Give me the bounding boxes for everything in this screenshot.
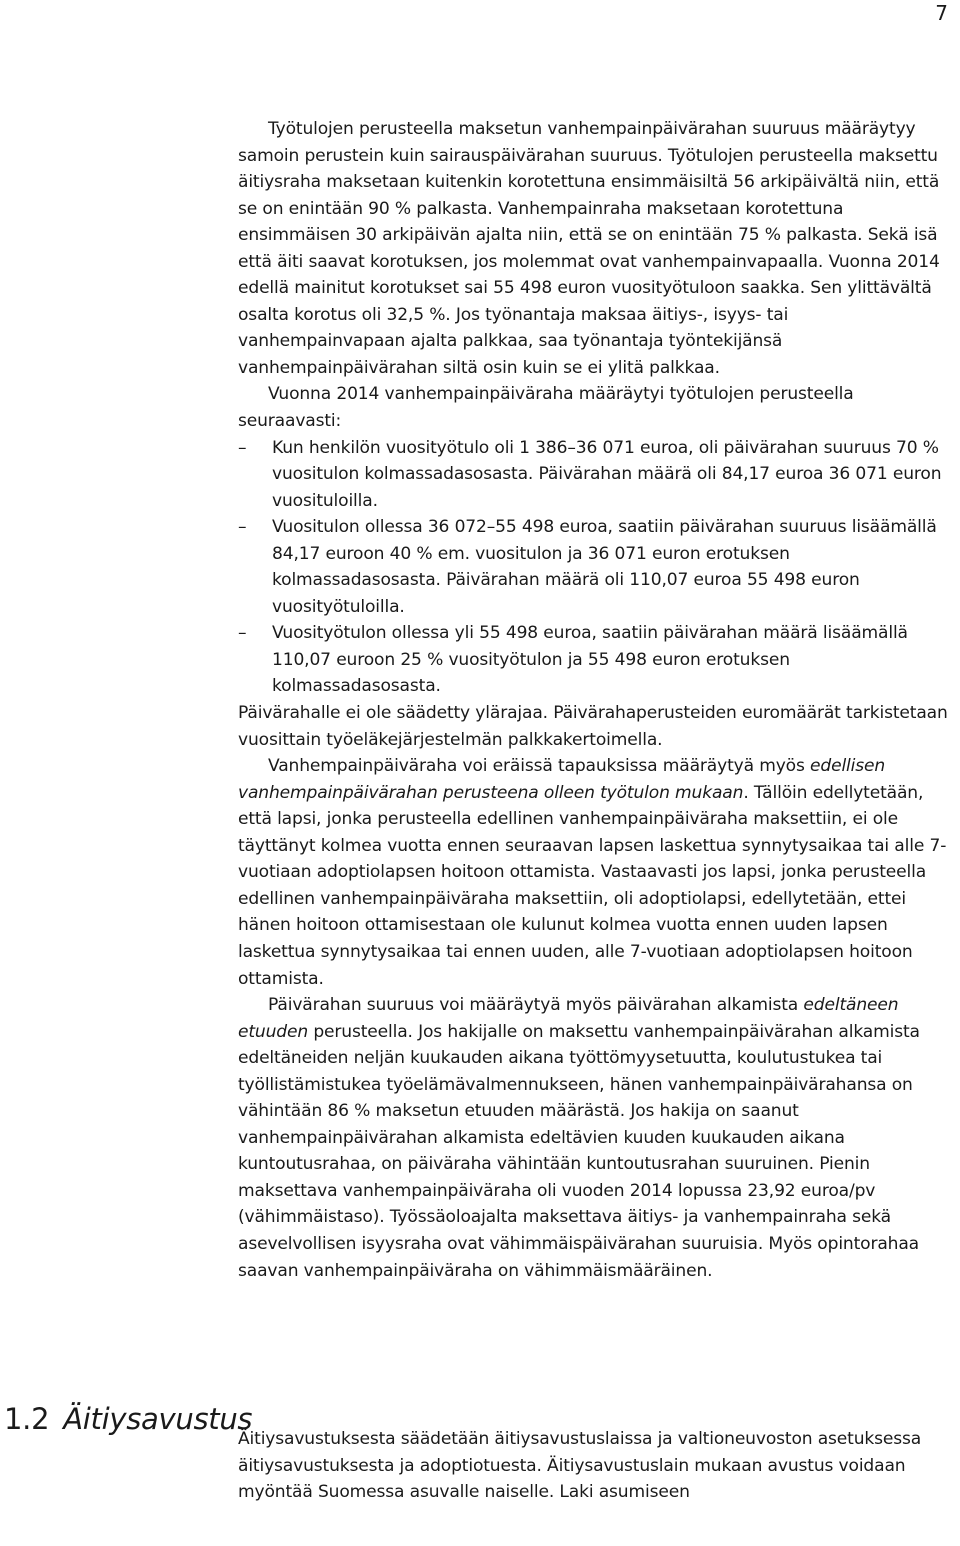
paragraph-5-emphasis: edeltäneen etuuden — [238, 995, 899, 1042]
section-title: Äitiysavustus — [63, 1402, 253, 1436]
dash-bullet: – — [238, 437, 247, 458]
list-item — [238, 435, 960, 515]
paragraph-3: Päivärahalle ei ole säädetty ylärajaa. Päivärahaperusteiden euromäärät tarkistetaan vuosittain työeläkejärjestelmän palkkakertoimella. — [238, 703, 948, 750]
paragraph-4 — [238, 753, 960, 992]
list-item — [238, 620, 960, 700]
paragraph-4-end: . Tällöin edellytetään, että lapsi, jonka perusteella edellinen vanhempainpäiväraha maksettiin, ei ole täyttänyt kolmea vuotta ennen seuraavan lapsen laskettua synnytysaikaa tai alle 7-vuotiaan adoptiolapsen hoitoon ottamista. Vastaavasti jos lapsi, jonka perusteella edellinen vanhempainpäiväraha maksettiin, oli adoptiolapsi, edellytetään, ettei hänen hoitoon ottamisestaan ole kulunut kolmea vuotta ennen uuden lapsen laskettua synnytysaikaa tai ennen uuden, alle 7-vuotiaan adoptiolapsen hoitoon ottamista. — [238, 782, 947, 989]
paragraph-1: Työtulojen perusteella maksetun vanhempainpäivärahan suuruus määräytyy samoin perustein kuin sairauspäivärahan suuruus. Työtulojen perusteella maksettu äitiysraha maksetaan kuitenkin korotettuna ensimmäisiltä 56 arkipäivältä niin, että se on enintään 90 % palkasta. Vanhempainraha maksetaan korotettuna ensimmäisen 30 arkipäivän ajalta niin, että se on enintään 75 % palkasta. Sekä isä että äiti saavat korotuksen, jos molemmat ovat vanhempainvapaalla. Vuonna 2014 edellä mainitut korotukset sai 55 498 euron vuosityötuloon saakka. Sen ylittävältä osalta korotus oli 32,5 %. Jos työnantaja maksaa äitiys-, isyys- tai vanhempainvapaan ajalta palkkaa, saa työnantaja työntekijänsä vanhempainpäivärahan siltä osin kuin se ei ylitä palkkaa. — [238, 119, 940, 378]
dash-bullet: – — [238, 623, 247, 644]
paragraph-5-end: perusteella. Jos hakijalle on maksettu vanhempainpäivärahan alkamista edeltäneiden neljän kuukauden aikana työttömyysetuutta, koulutustukea tai työllistämistukea työelämävalmennukseen, hänen vanhempainpäivärahansa on vähintään 86 % maksetun etuuden määrästä. Jos hakija on saanut vanhempainpäivärahan alkamista edeltävien kuuden kuukauden aikana kuntoutusrahaa, on päiväraha vähintään kuntoutusrahan suuruinen. Pienin maksettava vanhempainpäiväraha oli vuoden 2014 lopussa 23,92 euroa/pv (vähimmäistaso). Työssäoloajalta maksettava äitiys- ja vanhempainraha sekä asevelvollisen isyysraha ovat vähimmäispäivärahan suuruisia. Myös opintorahaa saavan vanhempainpäiväraha on vähimmäismääräinen. — [238, 1021, 920, 1281]
paragraph-4-emphasis: edellisen vanhempainpäivärahan perusteena olleen työtulon mukaan — [238, 756, 886, 803]
paragraph-5 — [238, 992, 960, 1284]
list-item — [238, 514, 960, 620]
section-number: 1.2 — [4, 1402, 50, 1436]
dash-bullet: – — [238, 517, 247, 538]
page-number: 7 — [935, 1, 948, 25]
list-item-text: Vuosityötulon ollessa yli 55 498 euroa, saatiin päivärahan määrä lisäämällä 110,07 euroon 25 % vuosityötulon ja 55 498 euron erotuksen kolmassadasosasta. — [272, 623, 908, 697]
paragraph-5-start: Päivärahan suuruus voi määräytyä myös päivärahan alkamista — [268, 995, 804, 1016]
body-text — [238, 116, 960, 1284]
paragraph-2: Vuonna 2014 vanhempainpäiväraha määräytyi työtulojen perusteella seuraavasti: — [238, 384, 854, 432]
list-item-text: Kun henkilön vuosityötulo oli 1 386–36 071 euroa, oli päivärahan suuruus 70 % vuositulon kolmassadasosasta. Päivärahan määrä oli 84,17 euroa 36 071 euron vuosituloilla. — [272, 437, 942, 511]
list-item-text: Vuositulon ollessa 36 072–55 498 euroa, saatiin päivärahan suuruus lisäämällä 84,17 euroon 40 % em. vuositulon ja 36 071 euron erotuksen kolmassadasosasta. Päivärahan määrä oli 110,07 euroa 55 498 euron vuosityötuloilla. — [272, 517, 937, 617]
section-paragraph: Äitiysavustuksesta säädetään äitiysavustuslaissa ja valtioneuvoston asetuksessa äitiysavustuksesta ja adoptiotuesta. Äitiysavustuslain mukaan avustus voidaan myöntää Suomessa asuvalle naiselle. Laki asumiseen — [238, 1429, 922, 1503]
paragraph-4-start: Vanhempainpäiväraha voi eräissä tapauksissa määräytyä myös — [268, 756, 811, 777]
section-body-text — [238, 1426, 960, 1506]
section-heading — [4, 1400, 252, 1438]
